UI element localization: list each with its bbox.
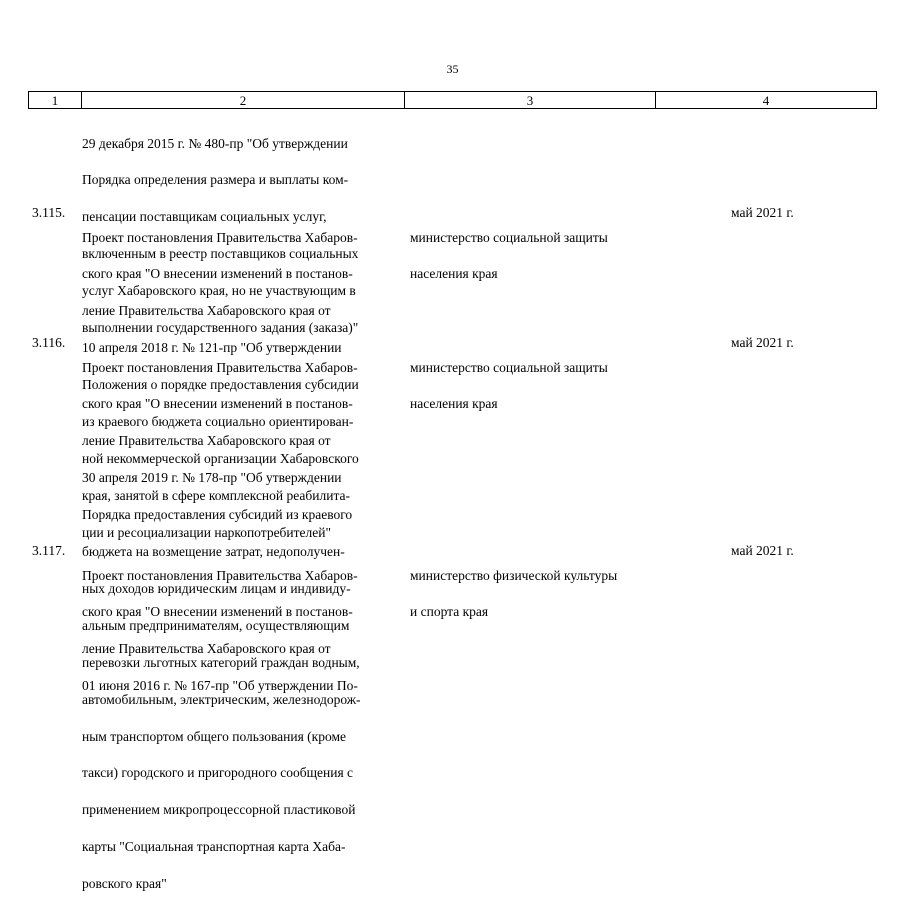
text-line: пенсации поставщикам социальных услуг,: [82, 209, 327, 225]
text-line: министерство социальной защиты: [410, 229, 608, 245]
text-line: ным транспортом общего пользования (кроме: [82, 728, 346, 744]
column-header-1: 1: [28, 91, 82, 109]
text-line: Порядка определения размера и выплаты ком-: [82, 172, 349, 188]
text-line: и спорта края: [410, 604, 489, 620]
row-number-3-116: 3.116.: [32, 335, 66, 350]
text-line: Положения о порядке предоставления субсидии: [82, 377, 359, 393]
row-executor-3-117: [410, 545, 617, 631]
text-line: министерство социальной защиты: [410, 359, 608, 375]
text-line: такси) городского и пригородного сообщения с: [82, 765, 354, 781]
text-line: Проект постановления Правительства Хабаров-: [82, 567, 358, 583]
text-line: ского края "О внесении изменений в постанов-: [82, 396, 353, 412]
text-line: автомобильным, электрическим, железнодорож-: [82, 691, 361, 707]
row-description-3-117: [82, 545, 358, 705]
text-line: бюджета на возмещение затрат, недополучен-: [82, 544, 345, 560]
page-number: 35: [446, 62, 459, 76]
text-line: применением микропроцессорной пластиковой: [82, 802, 356, 818]
column-header-3: 3: [405, 91, 656, 109]
column-header-4: 4: [656, 91, 877, 109]
text-line: ции и ресоциализации наркопотребителей": [82, 524, 332, 540]
row-term-3-117: май 2021 г.: [731, 543, 794, 558]
text-line: 29 декабря 2015 г. № 480-пр "Об утверждении: [82, 135, 348, 151]
text-line: ление Правительства Хабаровского края от: [82, 433, 331, 449]
text-line: ского края "О внесении изменений в постанов-: [82, 266, 353, 282]
text-line: населения края: [410, 396, 498, 412]
text-line: министерство физической культуры: [410, 567, 618, 583]
text-line: 10 апреля 2018 г. № 121-пр "Об утверждении: [82, 340, 342, 356]
text-line: Проект постановления Правительства Хабаров-: [82, 359, 358, 375]
text-line: ление Правительства Хабаровского края от: [82, 303, 331, 319]
text-line: ление Правительства Хабаровского края от: [82, 641, 331, 657]
row-number-3-115: 3.115.: [32, 205, 66, 220]
row-term-3-116: май 2021 г.: [731, 335, 794, 350]
text-line: альным предпринимателям, осуществляющим: [82, 617, 350, 633]
row-term-3-115: май 2021 г.: [731, 205, 794, 220]
text-line: карты "Социальная транспортная карта Хаба-: [82, 839, 346, 855]
text-line: края, занятой в сфере комплексной реабилита-: [82, 487, 351, 503]
row-executor-3-115: [410, 207, 608, 293]
text-line: Порядка предоставления субсидий из краевого: [82, 507, 353, 523]
text-line: выполнении государственного задания (заказа)": [82, 320, 359, 336]
text-line: перевозки льготных категорий граждан водным,: [82, 654, 360, 670]
text-line: ского края "О внесении изменений в постанов-: [82, 604, 353, 620]
text-line: ровского края": [82, 876, 167, 892]
column-header-2: 2: [82, 91, 405, 109]
text-line: ных доходов юридическим лицам и индивиду-: [82, 580, 351, 596]
text-line: ной некоммерческой организации Хабаровского: [82, 450, 359, 466]
row-number-3-117: 3.117.: [32, 543, 66, 558]
text-line: населения края: [410, 266, 498, 282]
text-line: 30 апреля 2019 г. № 178-пр "Об утверждении: [82, 470, 342, 486]
row-executor-3-116: [410, 337, 608, 423]
text-line: 01 июня 2016 г. № 167-пр "Об утверждении По-: [82, 678, 358, 694]
text-line: Проект постановления Правительства Хабаров-: [82, 229, 358, 245]
text-line: из краевого бюджета социально ориентирован-: [82, 414, 354, 430]
text-line: услуг Хабаровского края, но не участвующим в: [82, 283, 356, 299]
text-line: включенным в реестр поставщиков социальных: [82, 246, 359, 262]
